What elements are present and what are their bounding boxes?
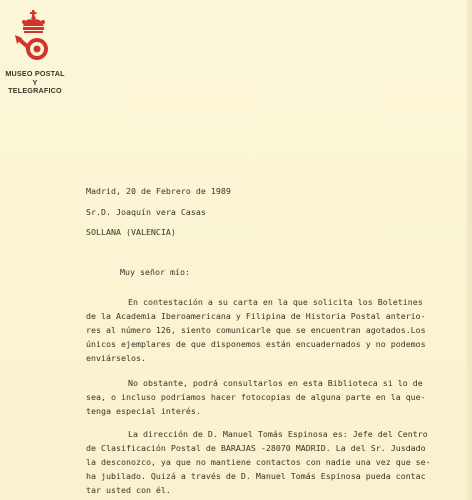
recipient-city: SOLLANA (VALENCIA)	[86, 227, 176, 237]
paragraph-line: tenga especial interés.	[86, 406, 201, 416]
paragraph-line: enviárselos.	[86, 353, 146, 363]
paragraph-line: res al número 126, siento comunicarle que se encuentran agotados.Los	[86, 325, 426, 335]
paper-edge	[466, 0, 472, 500]
paragraph-line: No obstante, podrá consultarlos en esta Biblioteca si lo de	[128, 378, 423, 388]
paragraph-line: de la Academia Iberoamericana y Filipina de Historia Postal anterio-	[86, 311, 426, 321]
museum-name	[0, 70, 70, 96]
crown-horn-emblem-icon	[14, 8, 58, 70]
museum-name-line2: Y	[32, 77, 38, 87]
date-line: Madrid, 20 de Febrero de 1989	[86, 186, 231, 196]
museum-name-line1: MUSEO POSTAL	[5, 69, 65, 78]
paragraph-line: En contestación a su carta en la que solicita los Boletines	[128, 297, 423, 307]
paragraph-line: La dirección de D. Manuel Tomás Espinosa es: Jefe del Centro	[128, 429, 428, 439]
paragraph-line: ha jubilado. Quizá a través de D. Manuel Tomás Espinosa pueda contac	[86, 471, 426, 481]
salutation: Muy señor mío:	[120, 267, 190, 277]
paragraph-line: sea, o incluso podríamos hacer fotocopias de alguna parte en la que-	[86, 392, 426, 402]
paragraph-line: la desconozco, ya que no mantiene contactos con nadie una vez que se-	[86, 457, 431, 467]
recipient-name: Sr.D. Joaquín vera Casas	[86, 207, 206, 217]
museum-name-line3: TELEGRAFICO	[8, 86, 62, 95]
paragraph-line: únicos ejemplares de que disponemos están encuadernados y no podemos	[86, 339, 426, 349]
paragraph-line: tar usted con él.	[86, 485, 171, 495]
paragraph-line: de Clasificación Postal de BARAJAS -28070 MADRID. La del Sr. Jusdado	[86, 443, 426, 453]
